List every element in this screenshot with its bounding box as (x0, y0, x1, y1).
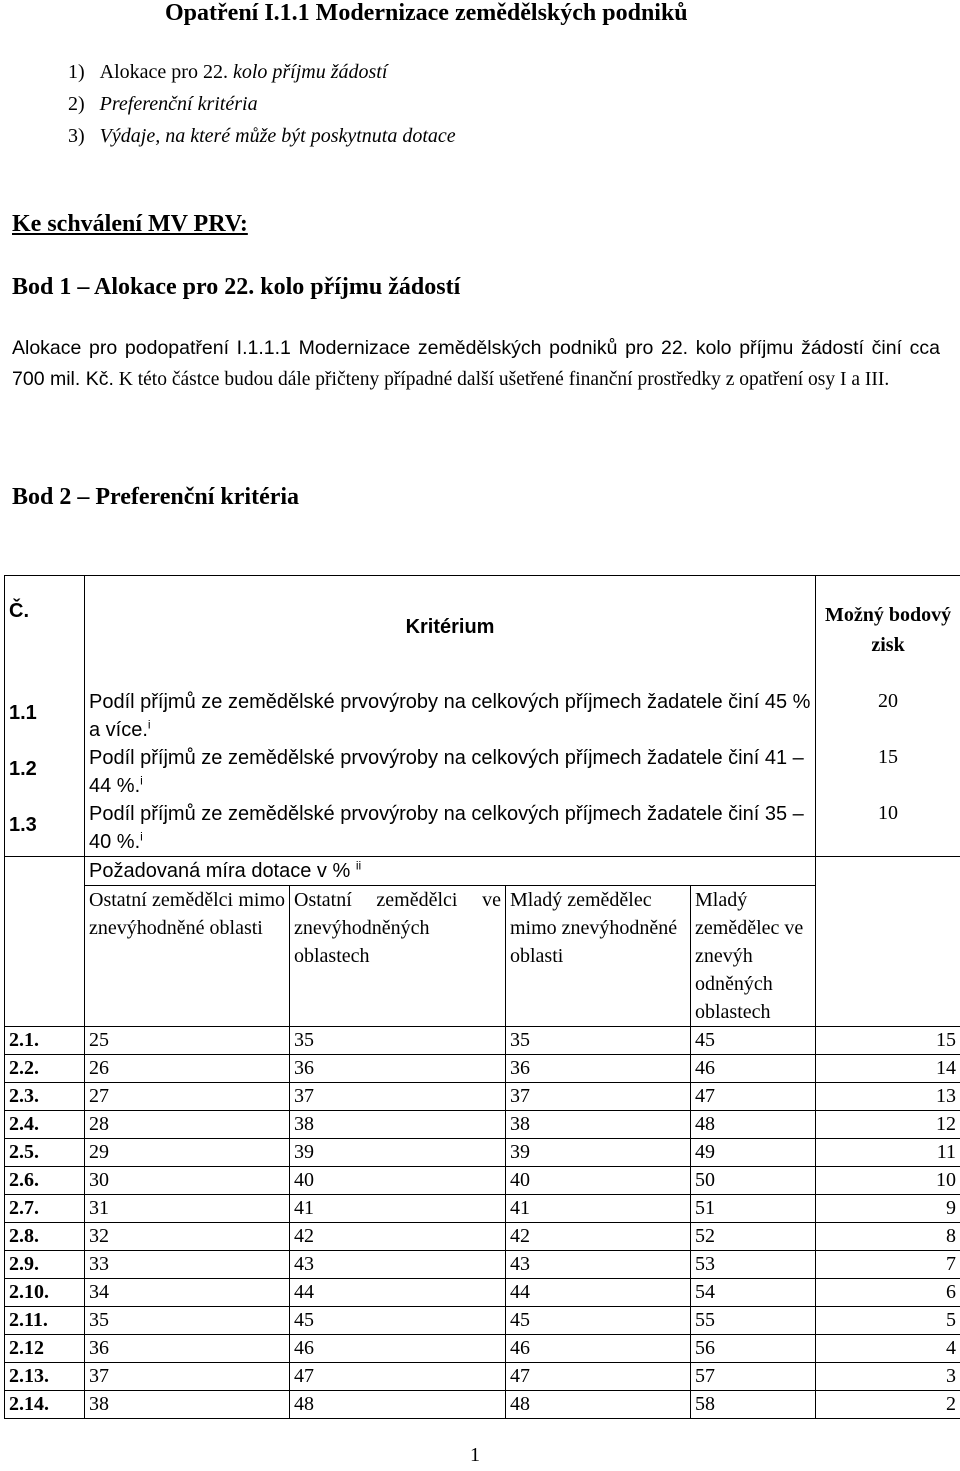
bod1-paragraph (12, 333, 940, 395)
cell-young-outside: 41 (506, 1195, 691, 1223)
table-row (5, 1055, 960, 1083)
subheader-other-outside: Ostatní zemědělci mimo znevýhodněné oblasti (85, 886, 290, 1027)
cell-young-outside: 39 (506, 1139, 691, 1167)
cell-other-outside: 25 (85, 1027, 290, 1055)
points-value: 2 (816, 1391, 960, 1419)
points-value: 14 (816, 1055, 960, 1083)
table-row (5, 1195, 960, 1223)
criterion-text-body: Podíl příjmů ze zemědělské prvovýroby na celkových příjmech žadatele činí 35 – 40 %. (89, 803, 804, 853)
points-value: 11 (816, 1139, 960, 1167)
cell-other-inside: 42 (290, 1223, 506, 1251)
row-num: 2.14. (5, 1391, 85, 1419)
cell-other-outside: 34 (85, 1279, 290, 1307)
table-row (5, 1307, 960, 1335)
table-row (5, 1363, 960, 1391)
table-row (5, 1223, 960, 1251)
subheader-young-outside: Mladý zemědělec mimo znevýhodněné oblasti (506, 886, 691, 1027)
col-points-header: Možný bodový zisk (816, 576, 960, 689)
subsidy-label-text: Požadovaná míra dotace v % (89, 860, 351, 882)
cell-young-outside: 42 (506, 1223, 691, 1251)
criterion-text-body: Podíl příjmů ze zemědělské prvovýroby na celkových příjmech žadatele činí 45 % a více. (89, 691, 811, 741)
subheader-young-inside: Mladý zemědělec ve znevýh odněných oblastech (691, 886, 816, 1027)
cell-other-outside: 30 (85, 1167, 290, 1195)
cell-other-inside: 43 (290, 1251, 506, 1279)
toc-item-1 (68, 56, 387, 88)
points-value: 13 (816, 1083, 960, 1111)
toc-text-italic: Výdaje, na které může být poskytnuta dotace (99, 125, 456, 147)
row-num: 2.6. (5, 1167, 85, 1195)
page-title: Opatření I.1.1 Modernizace zemědělských podniků (165, 0, 688, 26)
cell-other-inside: 36 (290, 1055, 506, 1083)
points-value: 6 (816, 1279, 960, 1307)
table-row (5, 1139, 960, 1167)
criterion-text (85, 744, 816, 800)
cell-young-inside: 58 (691, 1391, 816, 1419)
cell-other-inside: 45 (290, 1307, 506, 1335)
cell-young-inside: 56 (691, 1335, 816, 1363)
cell-other-outside: 28 (85, 1111, 290, 1139)
points-value: 4 (816, 1335, 960, 1363)
points-value: 15 (816, 744, 960, 800)
cell-other-inside: 44 (290, 1279, 506, 1307)
row-num: 1.2 (5, 744, 85, 800)
cell-young-outside: 36 (506, 1055, 691, 1083)
toc-number: 3) (68, 125, 85, 147)
approve-heading: Ke schválení MV PRV: (12, 211, 248, 237)
toc-text-italic: kolo příjmu žádostí (232, 61, 388, 83)
footnote-ref: i (147, 717, 151, 732)
table-row (5, 688, 960, 744)
points-value: 8 (816, 1223, 960, 1251)
cell-other-outside: 27 (85, 1083, 290, 1111)
cell-other-outside: 32 (85, 1223, 290, 1251)
cell-young-inside: 50 (691, 1167, 816, 1195)
cell-other-outside: 35 (85, 1307, 290, 1335)
cell-other-inside: 40 (290, 1167, 506, 1195)
table-row (5, 1167, 960, 1195)
cell-young-inside: 45 (691, 1027, 816, 1055)
cell-other-inside: 39 (290, 1139, 506, 1167)
cell-other-inside: 41 (290, 1195, 506, 1223)
table-row (5, 744, 960, 800)
footnote-ref: i (140, 829, 143, 844)
cell-other-outside: 33 (85, 1251, 290, 1279)
cell-young-outside: 48 (506, 1391, 691, 1419)
cell-other-outside: 37 (85, 1363, 290, 1391)
criterion-text-body: Podíl příjmů ze zemědělské prvovýroby na celkových příjmech žadatele činí 41 – 44 %. (89, 747, 804, 797)
criteria-table (4, 575, 960, 1419)
cell-young-inside: 57 (691, 1363, 816, 1391)
bod2-heading: Bod 2 – Preferenční kritéria (12, 484, 300, 510)
row-num: 2.5. (5, 1139, 85, 1167)
cell-young-inside: 55 (691, 1307, 816, 1335)
criterion-text (85, 688, 816, 744)
footnote-ref: ii (355, 858, 362, 873)
row-num: 2.9. (5, 1251, 85, 1279)
bod1-text-allocation: Alokace pro podopatření I.1.1.1 Modernizace zemědělských podniků pro 22. kolo příjmu žádostí činí cca 700 mil. Kč. (12, 337, 940, 390)
cell-young-inside: 53 (691, 1251, 816, 1279)
subheader-other-inside: Ostatní zemědělci ve znevýhodněných oblastech (290, 886, 506, 1027)
cell-other-inside: 46 (290, 1335, 506, 1363)
row-num: 2.3. (5, 1083, 85, 1111)
table-row (5, 800, 960, 857)
col-num-header: Č. (5, 576, 85, 689)
cell-other-inside: 38 (290, 1111, 506, 1139)
bod1-text-addition: K této částce budou dále přičteny případné další ušetřené finanční prostředky z opatření osy I a III. (113, 369, 890, 390)
points-value: 3 (816, 1363, 960, 1391)
cell-other-inside: 47 (290, 1363, 506, 1391)
page-number: 1 (470, 1444, 480, 1466)
cell-young-inside: 48 (691, 1111, 816, 1139)
cell-young-outside: 47 (506, 1363, 691, 1391)
cell-young-inside: 54 (691, 1279, 816, 1307)
col-criterion-header: Kritérium (85, 576, 816, 689)
points-value: 9 (816, 1195, 960, 1223)
cell-young-inside: 49 (691, 1139, 816, 1167)
row-num: 2.2. (5, 1055, 85, 1083)
table-header-row (5, 576, 960, 689)
table-row (5, 1335, 960, 1363)
empty-cell (5, 857, 85, 1027)
cell-young-outside: 45 (506, 1307, 691, 1335)
toc-text: Alokace pro 22. (99, 61, 233, 83)
points-value: 10 (816, 1167, 960, 1195)
cell-young-inside: 46 (691, 1055, 816, 1083)
cell-other-inside: 35 (290, 1027, 506, 1055)
row-num: 1.1 (5, 688, 85, 744)
cell-other-outside: 38 (85, 1391, 290, 1419)
toc-number: 2) (68, 93, 85, 115)
cell-other-inside: 37 (290, 1083, 506, 1111)
table-row (5, 1027, 960, 1055)
points-value: 12 (816, 1111, 960, 1139)
row-num: 2.7. (5, 1195, 85, 1223)
row-num: 2.10. (5, 1279, 85, 1307)
bod1-heading: Bod 1 – Alokace pro 22. kolo příjmu žádostí (12, 274, 461, 300)
cell-young-outside: 44 (506, 1279, 691, 1307)
points-value: 10 (816, 800, 960, 857)
row-num: 1.3 (5, 800, 85, 857)
table-row (5, 1083, 960, 1111)
empty-cell (816, 857, 960, 1027)
row-num: 2.4. (5, 1111, 85, 1139)
cell-young-inside: 47 (691, 1083, 816, 1111)
cell-young-outside: 38 (506, 1111, 691, 1139)
row-num: 2.1. (5, 1027, 85, 1055)
points-value: 5 (816, 1307, 960, 1335)
subsidy-label (85, 857, 816, 886)
cell-other-outside: 29 (85, 1139, 290, 1167)
criterion-text (85, 800, 816, 857)
cell-young-outside: 40 (506, 1167, 691, 1195)
row-num: 2.8. (5, 1223, 85, 1251)
toc-number: 1) (68, 61, 85, 83)
cell-other-outside: 31 (85, 1195, 290, 1223)
points-value: 15 (816, 1027, 960, 1055)
cell-young-outside: 46 (506, 1335, 691, 1363)
cell-young-outside: 43 (506, 1251, 691, 1279)
points-value: 20 (816, 688, 960, 744)
cell-other-outside: 36 (85, 1335, 290, 1363)
row-num: 2.12 (5, 1335, 85, 1363)
cell-young-outside: 37 (506, 1083, 691, 1111)
table-row (5, 1279, 960, 1307)
table-row (5, 1111, 960, 1139)
cell-young-outside: 35 (506, 1027, 691, 1055)
subsidy-label-row (5, 857, 960, 886)
footnote-ref: i (140, 773, 143, 788)
row-num: 2.13. (5, 1363, 85, 1391)
toc-item-3 (68, 120, 456, 152)
cell-other-inside: 48 (290, 1391, 506, 1419)
cell-young-inside: 51 (691, 1195, 816, 1223)
toc-item-2 (68, 88, 258, 120)
toc-text-italic: Preferenční kritéria (99, 93, 258, 115)
cell-other-outside: 26 (85, 1055, 290, 1083)
table-row (5, 1391, 960, 1419)
table-row (5, 1251, 960, 1279)
cell-young-inside: 52 (691, 1223, 816, 1251)
row-num: 2.11. (5, 1307, 85, 1335)
points-value: 7 (816, 1251, 960, 1279)
